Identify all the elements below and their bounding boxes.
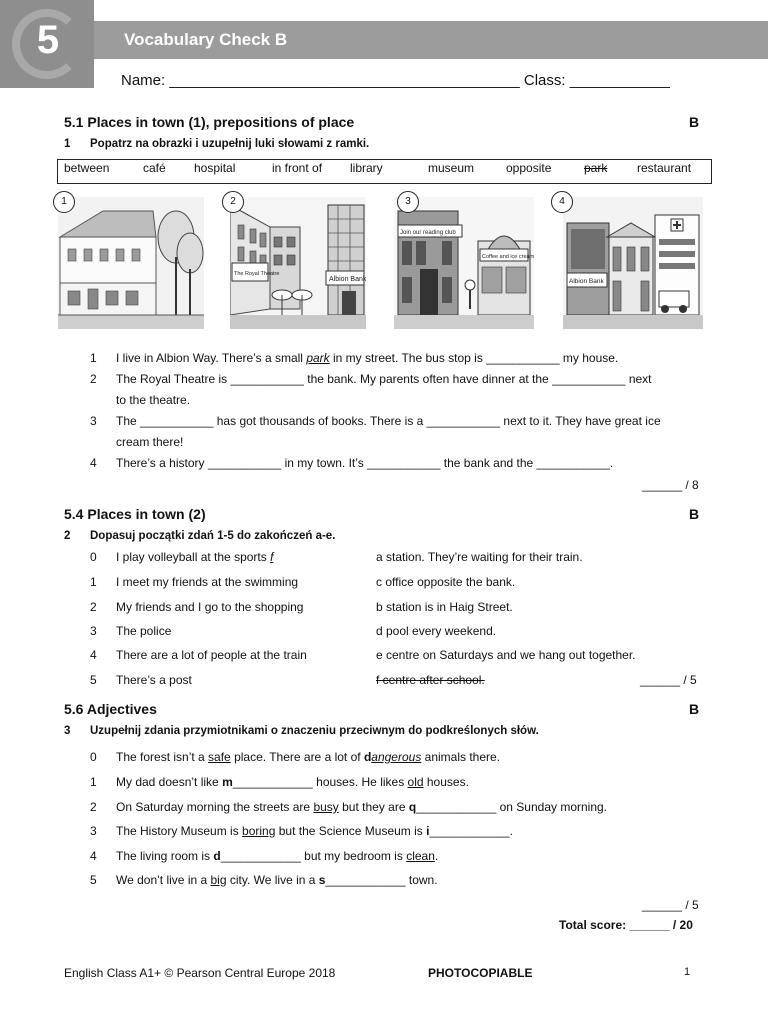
match-right-a: a station. They’re waiting for their train. <box>376 550 583 564</box>
picture-number-2: 2 <box>222 191 244 213</box>
item-number: 3 <box>90 414 97 428</box>
item-number: 5 <box>90 873 97 887</box>
footer-copyright: English Class A1+ © Pearson Central Europe 2018 <box>64 966 336 980</box>
exercise-1-item-1: I live in Albion Way. There’s a small park in my street. The bus stop is ___________ my house. <box>116 351 619 365</box>
score-section-5-4: ______ / 5 <box>640 673 697 687</box>
exercise-number-3: 3 <box>64 725 71 737</box>
item-number: 3 <box>90 624 97 638</box>
adjective-item-2: On Saturday morning the streets are busy but they are q____________ on Sunday morning. <box>116 800 608 814</box>
item-number: 0 <box>90 750 97 764</box>
score-section-5-1: ______ / 8 <box>642 478 699 492</box>
page-title: Vocabulary Check B <box>124 30 288 49</box>
section-grade-5-6: B <box>689 701 700 717</box>
section-heading-5-4: 5.4 Places in town (2) <box>64 506 206 522</box>
match-right-f-used: f centre after school. <box>376 673 485 687</box>
item-number: 5 <box>90 673 97 687</box>
word-box-item: in front of <box>272 161 323 175</box>
item-number: 2 <box>90 600 97 614</box>
example-answer: angerous <box>371 750 422 764</box>
score-section-5-6: ______ / 5 <box>642 898 699 912</box>
example-answer: park <box>306 351 330 365</box>
match-right-d: d pool every weekend. <box>376 624 497 638</box>
picture-number-3: 3 <box>397 191 419 213</box>
match-left-1: I meet my friends at the swimming <box>116 575 299 589</box>
exercise-instruction-1: Popatrz na obrazki i uzupełnij luki słowami z ramki. <box>90 138 370 150</box>
exercise-instruction-2: Dopasuj początki zdań 1-5 do zakończeń a-e. <box>90 530 336 542</box>
word-box-item-used: park <box>584 161 608 175</box>
item-number: 2 <box>90 372 97 386</box>
exercise-1-item-2: The Royal Theatre is ___________ the bank. My parents often have dinner at the ___________ next <box>116 372 652 386</box>
word-box-item: between <box>64 161 110 175</box>
exercise-number-2: 2 <box>64 530 71 542</box>
page-number: 1 <box>684 966 691 978</box>
picture-4-street <box>563 197 703 329</box>
adjective-item-5: We don’t live in a big city. We live in a s____________ town. <box>116 873 438 887</box>
picture-1-street <box>58 197 204 329</box>
match-right-e: e centre on Saturdays and we hang out together. <box>376 648 636 662</box>
picture-2-theatre-sign: The Royal Theatre <box>234 271 280 277</box>
word-box-item: restaurant <box>637 161 692 175</box>
picture-3-library-sign: Join our reading club <box>400 230 456 236</box>
match-left-3: The police <box>116 624 172 638</box>
exercise-1-item-2-cont: to the theatre. <box>116 393 191 407</box>
match-left-0: I play volleyball at the sports f <box>116 550 274 564</box>
example-answer: f <box>270 550 274 564</box>
section-heading-5-6: 5.6 Adjectives <box>64 701 157 717</box>
picture-3-street <box>394 197 534 329</box>
adjective-item-0: The forest isn’t a safe place. There are a lot of dangerous animals there. <box>116 750 501 764</box>
unit-number: 5 <box>36 18 60 62</box>
picture-3-cafe-sign: Coffee and ice cream <box>482 254 534 260</box>
item-number: 3 <box>90 824 97 838</box>
match-right-c: c office opposite the bank. <box>376 575 516 589</box>
section-grade-5-1: B <box>689 114 700 130</box>
match-left-5: There’s a post <box>116 673 192 687</box>
word-box-item: museum <box>428 161 475 175</box>
exercise-1-item-4: There’s a history ___________ in my town. It’s ___________ the bank and the ___________. <box>116 456 614 470</box>
word-box-item: opposite <box>506 161 552 175</box>
exercise-1-item-3-cont: cream there! <box>116 435 184 449</box>
total-score: Total score: ______ / 20 <box>559 918 693 932</box>
adjective-item-3: The History Museum is boring but the Science Museum is i____________. <box>116 824 513 838</box>
picture-number-4: 4 <box>551 191 573 213</box>
section-grade-5-4: B <box>689 506 700 522</box>
word-box-item: café <box>143 161 166 175</box>
item-number: 1 <box>90 775 97 789</box>
word-box-item: library <box>350 161 383 175</box>
picture-2-street <box>230 197 366 329</box>
picture-2-bank-sign: Albion Bank <box>329 276 366 283</box>
exercise-instruction-3: Uzupełnij zdania przymiotnikami o znaczeniu przeciwnym do podkreślonych słów. <box>90 725 539 737</box>
name-class-row: Name: __________________________________________ Class: ____________ <box>121 72 670 89</box>
item-number: 2 <box>90 800 97 814</box>
match-left-4: There are a lot of people at the train <box>116 648 307 662</box>
footer-photocopiable: PHOTOCOPIABLE <box>428 966 533 980</box>
match-left-2: My friends and I go to the shopping <box>116 600 304 614</box>
item-number: 0 <box>90 550 97 564</box>
picture-4-bank-sign: Albion Bank <box>569 278 604 285</box>
word-box-item: hospital <box>194 161 236 175</box>
item-number: 1 <box>90 351 97 365</box>
exercise-1-item-3: The ___________ has got thousands of books. There is a ___________ next to it. They have great ice <box>116 414 661 428</box>
adjective-item-1: My dad doesn’t like m____________ houses. He likes old houses. <box>116 775 469 789</box>
picture-number-1: 1 <box>53 191 75 213</box>
match-right-b: b station is in Haig Street. <box>376 600 513 614</box>
item-number: 4 <box>90 456 97 470</box>
item-number: 1 <box>90 575 97 589</box>
item-number: 4 <box>90 648 97 662</box>
section-heading-5-1: 5.1 Places in town (1), prepositions of place <box>64 114 355 130</box>
item-number: 4 <box>90 849 97 863</box>
exercise-number-1: 1 <box>64 138 71 150</box>
adjective-item-4: The living room is d____________ but my bedroom is clean. <box>116 849 439 863</box>
